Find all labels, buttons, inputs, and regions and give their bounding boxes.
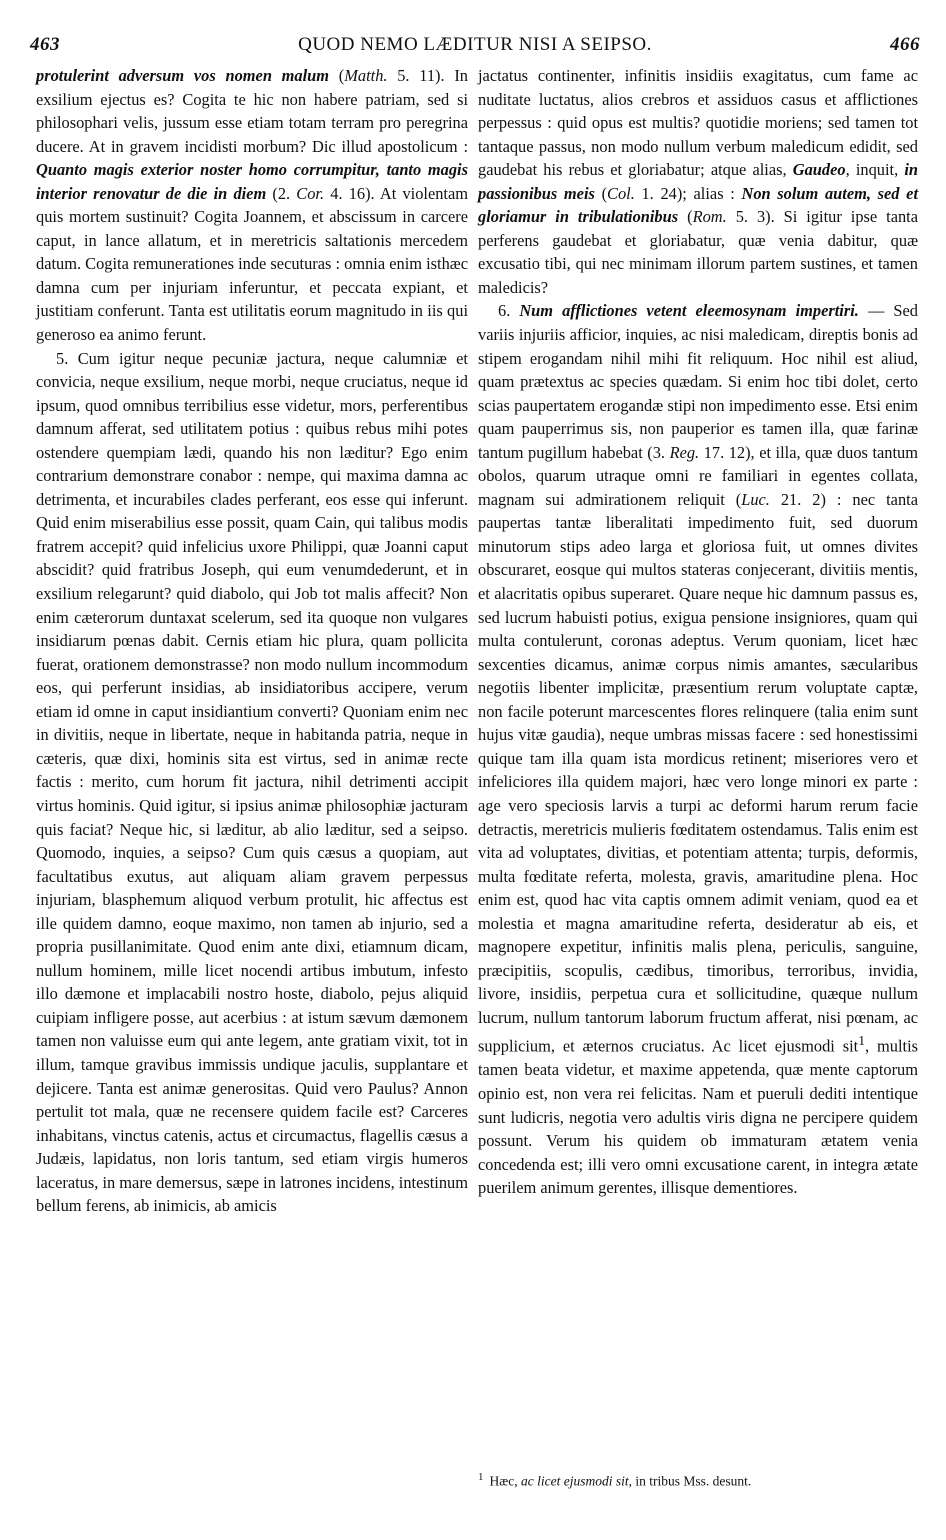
running-title: QUOD NEMO LÆDITUR NISI A SEIPSO. — [298, 34, 652, 55]
footnote — [478, 1468, 918, 1491]
footnote-text: Hæc, ac licet ejusmodi sit, in tribus Mss. desunt. — [489, 1473, 752, 1489]
right_column-paragraph: jactatus continenter, infinitis insidiis exagitatus, cum fame ac nuditate luctatus, alios crebros et assiduos casus et afflictiones perpessus : quid opus est multis? quotidie moriens; sed tamen tot tantaque passus, non modo nullum verbum maledicum edidit, sed gaudebat his rebus et gloriabatur; atque alias, Gaudeo, inquit, in passionibus meis (Col. 1. 24); alias : Non solum autem, sed et gloriamur in tribulationibus (Rom. 5. 3). Si igitur ipse tanta perferens gaudebat et gloriabatur, quæ venia dabitur, quæ excusatio tibi, qui nec minimam illorum partem sustines, et tamen maledicis? — [478, 66, 919, 297]
right-column — [478, 64, 918, 1200]
running-header — [30, 32, 920, 58]
left-column — [36, 64, 468, 1218]
right_column-paragraph: 6. Num afflictiones vetent eleemosynam impertiri. — Sed variis injuriis afficior, inquies, ac nisi maledicam, direptis bonis ad stipem erogandam nihil mihi fit reliquum. Hoc nihil est aliud, quam prætextus ac species quædam. Si enim hoc tibi dolet, certo scias paupertatem erogandæ stipi non impedimento esse. Etsi enim quam pauperrimus sis, non pauperior es tamen illa, quæ farinæ tantum pugillum habebat (3. Reg. 17. 12), et illa, quæ duos tantum obolos, quarum utraque omni re familiari in egentes collata, magnam sui admirationem reliquit (Luc. 21. 2) : nec tanta paupertas tantæ liberalitati impedimento fuit, sed duorum minutorum stips adeo larga et gloriosa fuit, ut omnes divites obscuraret, eosque qui multos stateras conjecerant, divitiis mentis, et alacritatis opibus superaret. Quare neque hic damnum passus es, sed lucrum habuisti potius, exigua pensione insigniores, quam qui multa contulerunt, coronas adeptus. Verum quoniam, licet hæc sexcenties dicamus, animæ corpus nimis amantes, sæcularibus negotiis libenter implicitæ, præsentium rerum voluptate captæ, non facile poterunt marcescentes flores relinquere (talia enim sunt hujus vitæ gaudia), neque umbras missas facere : sed honestissimi quique tam illa quam ista mordicus retinent; miseriores vero et infeliciores illa quidem majori, hæc vero longe minori ex parte : age vero speciosis larvis a turpi ac deformi harum rerum facie detractis, meretricis mulieris fœditatem ostendamus. Talis enim est vita ad voluptates, divitias, et potentiam attenta; turpis, deformis, multa fœditate referta, molesta, gravis, amaritudine plena. Hoc enim est, quod hac vita captis omnem adimit veniam, quod ea et molestia et magna amaritudine referta, desideratur ab eis, et magnopere expetitur, infinitis malis plena, periculis, sanguine, præcipitiis, scopulis, cædibus, timoribus, terroribus, invidia, livore, insidiis, perpetua cura et sollicitudine, quæque nullum lucrum, nullum tantorum laborum fructum afferat, nisi pœnam, ac supplicium, et æternos cruciatus. Ac licet ejusmodi sit$^1$, multis tamen beata videtur, et maxime appetenda, quæ mente captorum opinio est, non vera rei felicitas. Nam et pueruli dediti intentique sunt ludicris, negotia vero adultis viris digna ne percipere quidem possunt. Verum his quidem ob immaturam ætatem venia concedenda est; illi vero omni excusatione carent, in integra ætate puerilem animum gerentes, illisque dementiores. — [478, 301, 918, 1198]
page-number-left: 463 — [30, 34, 60, 55]
left_column-paragraph: 5. Cum igitur neque pecuniæ jactura, neque calumniæ et convicia, neque exsilium, neque morbi, neque cruciatus, neque id ipsum, quod omnibus terribilius esse videtur, mors, perferentibus damnum afferat, sed utilitatem potius : quibus rebus mihi potes ostendere quempiam lædi, quando his non læditur? Ego enim contrarium demonstrare conabor : nempe, qui maxima damna ac detrimenta, et incurabiles clades perferant, eos esse qui inferunt. Quid enim miserabilius esse possit, quam Cain, qui talibus modis fratrem accepit? quid infelicius uxore Philippi, quæ Joanni caput abscidit? quid fratribus Joseph, qui eum venumdederunt, et in exsilium relegarunt? quid diabolo, qui Job tot malis affecit? Non enim cæterorum duntaxat scelerum, sed ita quoque non vulgares insidiarum pœnas dabit. Cernis etiam hic plura, quam pollicita fuerat, orationem demonstrasse? non modo nullum incommodum eos, qui perferunt insidias, ab insidiatoribus accipere, verum etiam id omne in caput insidiantium converti? Quoniam enim nec in divitiis, neque in libertate, neque in habitanda patria, neque in cæteris, quæ dixi, hominis sita est virtus, sed in animæ recte factis : merito, cum horum fit jactura, nihil detrimenti accipit virtus hominis. Quid igitur, si ipsius animæ philosophiæ jacturam quis faciat? Neque hic, si læditur, ab alio læditur, sed a seipso. Quomodo, inquies, a seipso? Cum quis cæsus a quopiam, aut facultatibus exutus, aut aliquam aliam gravem perpessus injuriam, blasphemum aliquod verbum protulit, hic affectus est ille quidem damno, eoque maximo, non tamen ab injurio, sed a propria pusillanimitate. Quod enim ante dixi, etiamnum dicam, nullum hominem, mille licet nocendi artibus imbutum, infesto illo dæmone et implacabili nostro hoste, diabolo, pejus aliquid cuipiam infligere posse, aut acerbius : at istum sævum dæmonem tamen non valuisse eum qui ante legem, ante gratiam vixit, tot in illum, tamque gravibus immissis undique jaculis, supplantare et dejicere. Tanta est animæ generositas. Quid vero Paulus? Annon pertulit tot mala, quæ ne recensere quidem facile est? Carceres inhabitans, vinctus catenis, actus et circumactus, flagellis cæsus a Judæis, lapidatus, non loris tantum, sed etiam virgis humeros laceratus, in mare demersus, sæpe in latrones incidens, intestinum bellum ferens, ab inimicis, ab amicis — [36, 348, 468, 1216]
left_column-paragraph: protulerint adversum vos nomen malum (Matth. 5. 11). In exsilium ejectus es? Cogita te hic non habere patriam, sed si philosophari velis, jussum esse etiam totam terram pro peregrina ducere. At in gravem incidisti morbum? Dic illud apostolicum : Quanto magis exterior noster homo corrumpitur, tanto magis interior renovatur de die in diem (2. Cor. 4. 16). At violentam quis mortem sustinuit? Cogita Joannem, et abscissum in carcere caput, in lance allatum, et in meretricis saltationis mercedem datum. Cogita remunerationes inde secuturas : omnia enim isthæc damna cum per injuriam inferuntur, et peccata expiant, et justitiam conferunt. Tanta est utilitatis eorum magnitudo in iis qui generoso ea animo ferunt. — [36, 66, 468, 345]
page-number-right: 466 — [890, 34, 920, 55]
footnote-mark: 1 — [478, 1471, 484, 1483]
